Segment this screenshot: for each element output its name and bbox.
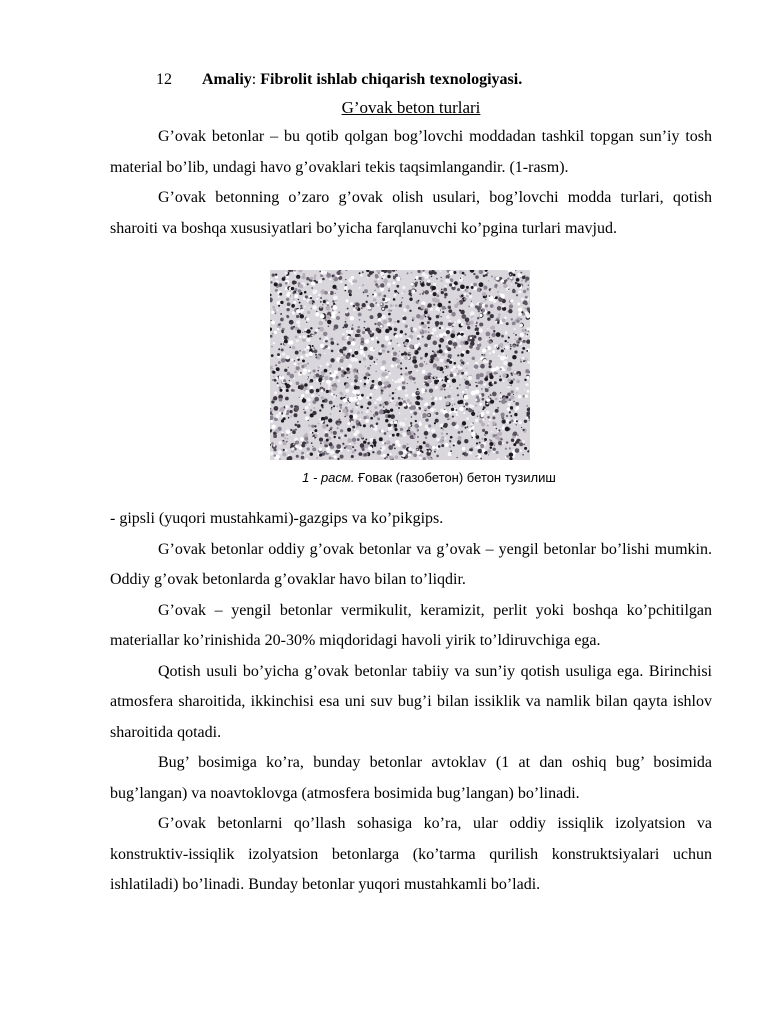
caption-text: Ғовак (газобетон) бетон тузилиш — [354, 470, 556, 485]
heading-label: Amaliy — [202, 71, 252, 88]
paragraph: Qotish usuli bo’yicha g’ovak betonlar tabiiy va sun’iy qotish usuliga ega. Birinchisi atmosfera sharoitida, ikkinchisi esa uni suv bug’i bilan issiklik va namlik bilan qayta ishlov sharoitida qotadi. — [110, 662, 712, 741]
heading-title: Fibrolit ishlab chiqarish texnologiyasi. — [260, 71, 523, 88]
caption-prefix: 1 - расм. — [302, 470, 355, 485]
paragraph: G’ovak betonlarni qo’llash sohasiga ko’ra, ular oddiy issiqlik izolyatsion va konstruktiv-issiqlik izolyatsion betonlarga (ko’tarma qurilish konstruktsiyalari uchun ishlatiladi) bo’linadi. Bunday betonlar yuqori mustahkamli bo’ladi. — [110, 815, 712, 893]
paragraph: - gipsli (yuqori mustahkami)-gazgips va ko’pikgips. — [110, 510, 444, 527]
paragraph: G’ovak betonlar – bu qotib qolgan bog’lovchi moddadan tashkil topgan sun’iy tosh material bo’lib, undagi havo g’ovaklari tekis taqsimlangandir. (1-rasm). — [110, 128, 712, 176]
document-page — [110, 66, 712, 901]
paragraph: G’ovak betonlar oddiy g’ovak betonlar va g’ovak – yengil betonlar bo’lishi mumkin. Oddiy g’ovak betonlarda g’ovaklar havo bilan to’liqdir. — [110, 540, 712, 588]
section-title: G’ovak beton turlari — [341, 98, 481, 117]
practical-heading — [110, 66, 712, 94]
figure-caption — [110, 470, 712, 485]
paragraph: G’ovak – yengil betonlar vermikulit, keramizit, perlit yoki boshqa ko’pchitilgan materiallar ko’rinishida 20-30% miqdoridagi havoli yirik to’ldiruvchiga ega. — [110, 601, 712, 649]
heading-number: 12 — [156, 71, 172, 88]
paragraph: Bug’ bosimiga ko’ra, bunday betonlar avtoklav (1 at dan oshiq bug’ bosimida bug’langan) va noavtoklovga (atmosfera bosimida bug’langan) bo’linadi. — [110, 754, 712, 802]
paragraph: G’ovak betonning o’zaro g’ovak olish usulari, bog’lovchi modda turlari, qotish sharoiti va boshqa xususiyatlari bo’yicha farqlanuvchi ko’pgina turlari mavjud. — [110, 189, 712, 237]
figure — [110, 260, 712, 500]
aerated-concrete-texture-image — [270, 270, 530, 460]
heading-separator: : — [251, 71, 261, 88]
